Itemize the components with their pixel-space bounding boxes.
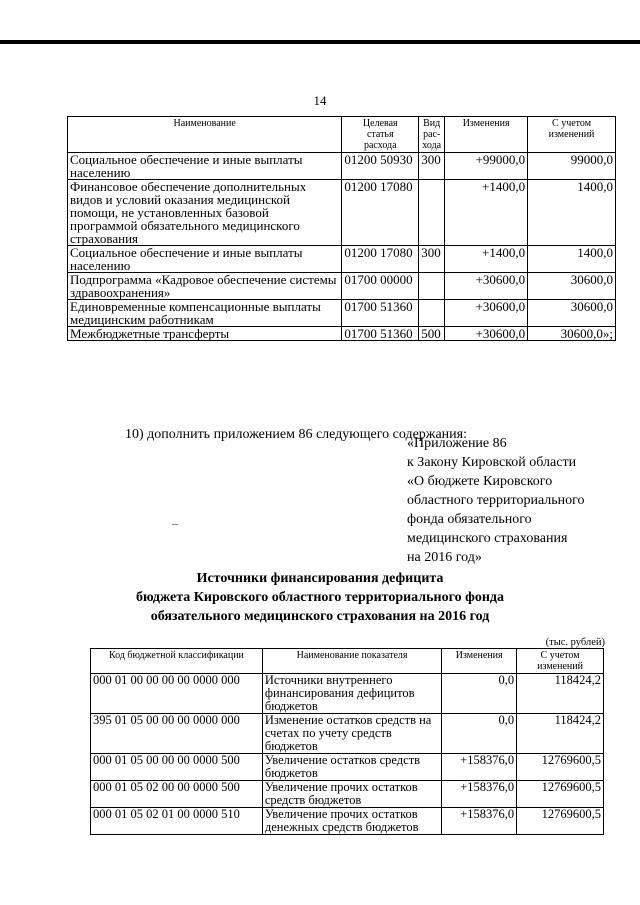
- table-row: [68, 300, 616, 327]
- row-change: +1400,0: [445, 246, 528, 273]
- table-row: [68, 327, 616, 341]
- row-target: 01200 50930: [342, 153, 419, 180]
- row-code: 000 01 05 00 00 00 0000 500: [91, 754, 263, 781]
- row-change: +158376,0: [442, 781, 517, 808]
- units-label: (тыс. рублей): [545, 637, 605, 648]
- row-total: 12769600,5: [517, 754, 604, 781]
- table-row: [68, 153, 616, 180]
- table-row: [91, 808, 604, 835]
- document-title: [0, 569, 640, 626]
- row-kind: 500: [419, 327, 445, 341]
- row-target: 01700 00000: [342, 273, 419, 300]
- stray-mark: [172, 524, 178, 525]
- row-change: +158376,0: [442, 754, 517, 781]
- row-change: +1400,0: [445, 180, 528, 246]
- row-change: +30600,0: [445, 273, 528, 300]
- row-change: 0,0: [442, 714, 517, 754]
- table-row: [91, 781, 604, 808]
- row-total: 1400,0: [528, 246, 616, 273]
- row-code: 000 01 05 02 01 00 0000 510: [91, 808, 263, 835]
- expenses-table: [67, 116, 616, 341]
- row-total: 118424,2: [517, 674, 604, 714]
- row-name: Единовременные компенсационные выплаты медицинским работникам: [68, 300, 342, 327]
- table-row: [68, 273, 616, 300]
- appendix-heading: [407, 434, 585, 567]
- header-with-changes: С учетом изменений: [528, 117, 616, 153]
- row-kind: 300: [419, 246, 445, 273]
- row-code: 000 01 05 02 00 00 0000 500: [91, 781, 263, 808]
- header-code: Код бюджетной классификации: [91, 649, 263, 674]
- appendix-line: на 2016 год»: [407, 550, 482, 565]
- row-name: Социальное обеспечение и иные выплаты населению: [68, 153, 342, 180]
- appendix-line: областного территориального: [407, 493, 585, 508]
- row-kind: 300: [419, 153, 445, 180]
- table-row: [68, 246, 616, 273]
- row-total: 12769600,5: [517, 781, 604, 808]
- header-indicator: Наименование показателя: [262, 649, 441, 674]
- financing-table: [90, 648, 604, 835]
- row-name: Финансовое обеспечение дополнительных видов и условий оказания медицинской помощи, не установленных базовой программой обязательного медицинского страхования: [68, 180, 342, 246]
- item-10-text: 10) дополнить приложением 86 следующего содержания:: [125, 427, 467, 442]
- appendix-line: фонда обязательного: [407, 512, 532, 527]
- title-line: Источники финансирования дефицита: [196, 571, 444, 586]
- row-total: 118424,2: [517, 714, 604, 754]
- header-kind: Вид рас- хода: [419, 117, 445, 153]
- row-indicator: Изменение остатков средств на счетах по учету средств бюджетов: [262, 714, 441, 754]
- row-total: 12769600,5: [517, 808, 604, 835]
- header-with-changes: С учетом изменений: [517, 649, 604, 674]
- row-total: 1400,0: [528, 180, 616, 246]
- row-code: 000 01 00 00 00 00 0000 000: [91, 674, 263, 714]
- row-kind: [419, 273, 445, 300]
- row-indicator: Увеличение остатков средств бюджетов: [262, 754, 441, 781]
- expenses-header-row: [68, 117, 616, 153]
- row-change: +99000,0: [445, 153, 528, 180]
- row-target: 01700 51360: [342, 327, 419, 341]
- table-row: [68, 180, 616, 246]
- appendix-line: «О бюджете Кировского: [407, 474, 553, 489]
- header-changes: Изменения: [442, 649, 517, 674]
- row-change: +30600,0: [445, 327, 528, 341]
- row-name: Социальное обеспечение и иные выплаты населению: [68, 246, 342, 273]
- row-total: 30600,0: [528, 300, 616, 327]
- page-number: 14: [313, 93, 327, 108]
- row-kind: [419, 300, 445, 327]
- row-indicator: Источники внутреннего финансирования дефицитов бюджетов: [262, 674, 441, 714]
- title-line: обязательного медицинского страхования на 2016 год: [150, 609, 490, 624]
- row-total: 30600,0: [528, 273, 616, 300]
- header-changes: Изменения: [445, 117, 528, 153]
- row-total: 99000,0: [528, 153, 616, 180]
- header-name: Наименование: [68, 117, 342, 153]
- row-change: +30600,0: [445, 300, 528, 327]
- financing-header-row: [91, 649, 604, 674]
- appendix-line: медицинского страхования: [407, 531, 568, 546]
- table-row: [91, 714, 604, 754]
- row-name: Межбюджетные трансферты: [68, 327, 342, 341]
- row-target: 01200 17080: [342, 246, 419, 273]
- appendix-line: «Приложение 86: [407, 436, 507, 451]
- appendix-line: к Закону Кировской области: [407, 455, 577, 470]
- top-rule: [0, 40, 640, 44]
- row-change: +158376,0: [442, 808, 517, 835]
- row-indicator: Увеличение прочих остатков денежных средств бюджетов: [262, 808, 441, 835]
- row-indicator: Увеличение прочих остатков средств бюджетов: [262, 781, 441, 808]
- row-change: 0,0: [442, 674, 517, 714]
- row-name: Подпрограмма «Кадровое обеспечение системы здравоохранения»: [68, 273, 342, 300]
- table-row: [91, 754, 604, 781]
- row-target: 01200 17080: [342, 180, 419, 246]
- table-row: [91, 674, 604, 714]
- row-code: 395 01 05 00 00 00 0000 000: [91, 714, 263, 754]
- header-target: Целевая статья расхода: [342, 117, 419, 153]
- row-target: 01700 51360: [342, 300, 419, 327]
- row-kind: [419, 180, 445, 246]
- row-total: 30600,0»;: [528, 327, 616, 341]
- title-line: бюджета Кировского областного территориального фонда: [136, 590, 504, 605]
